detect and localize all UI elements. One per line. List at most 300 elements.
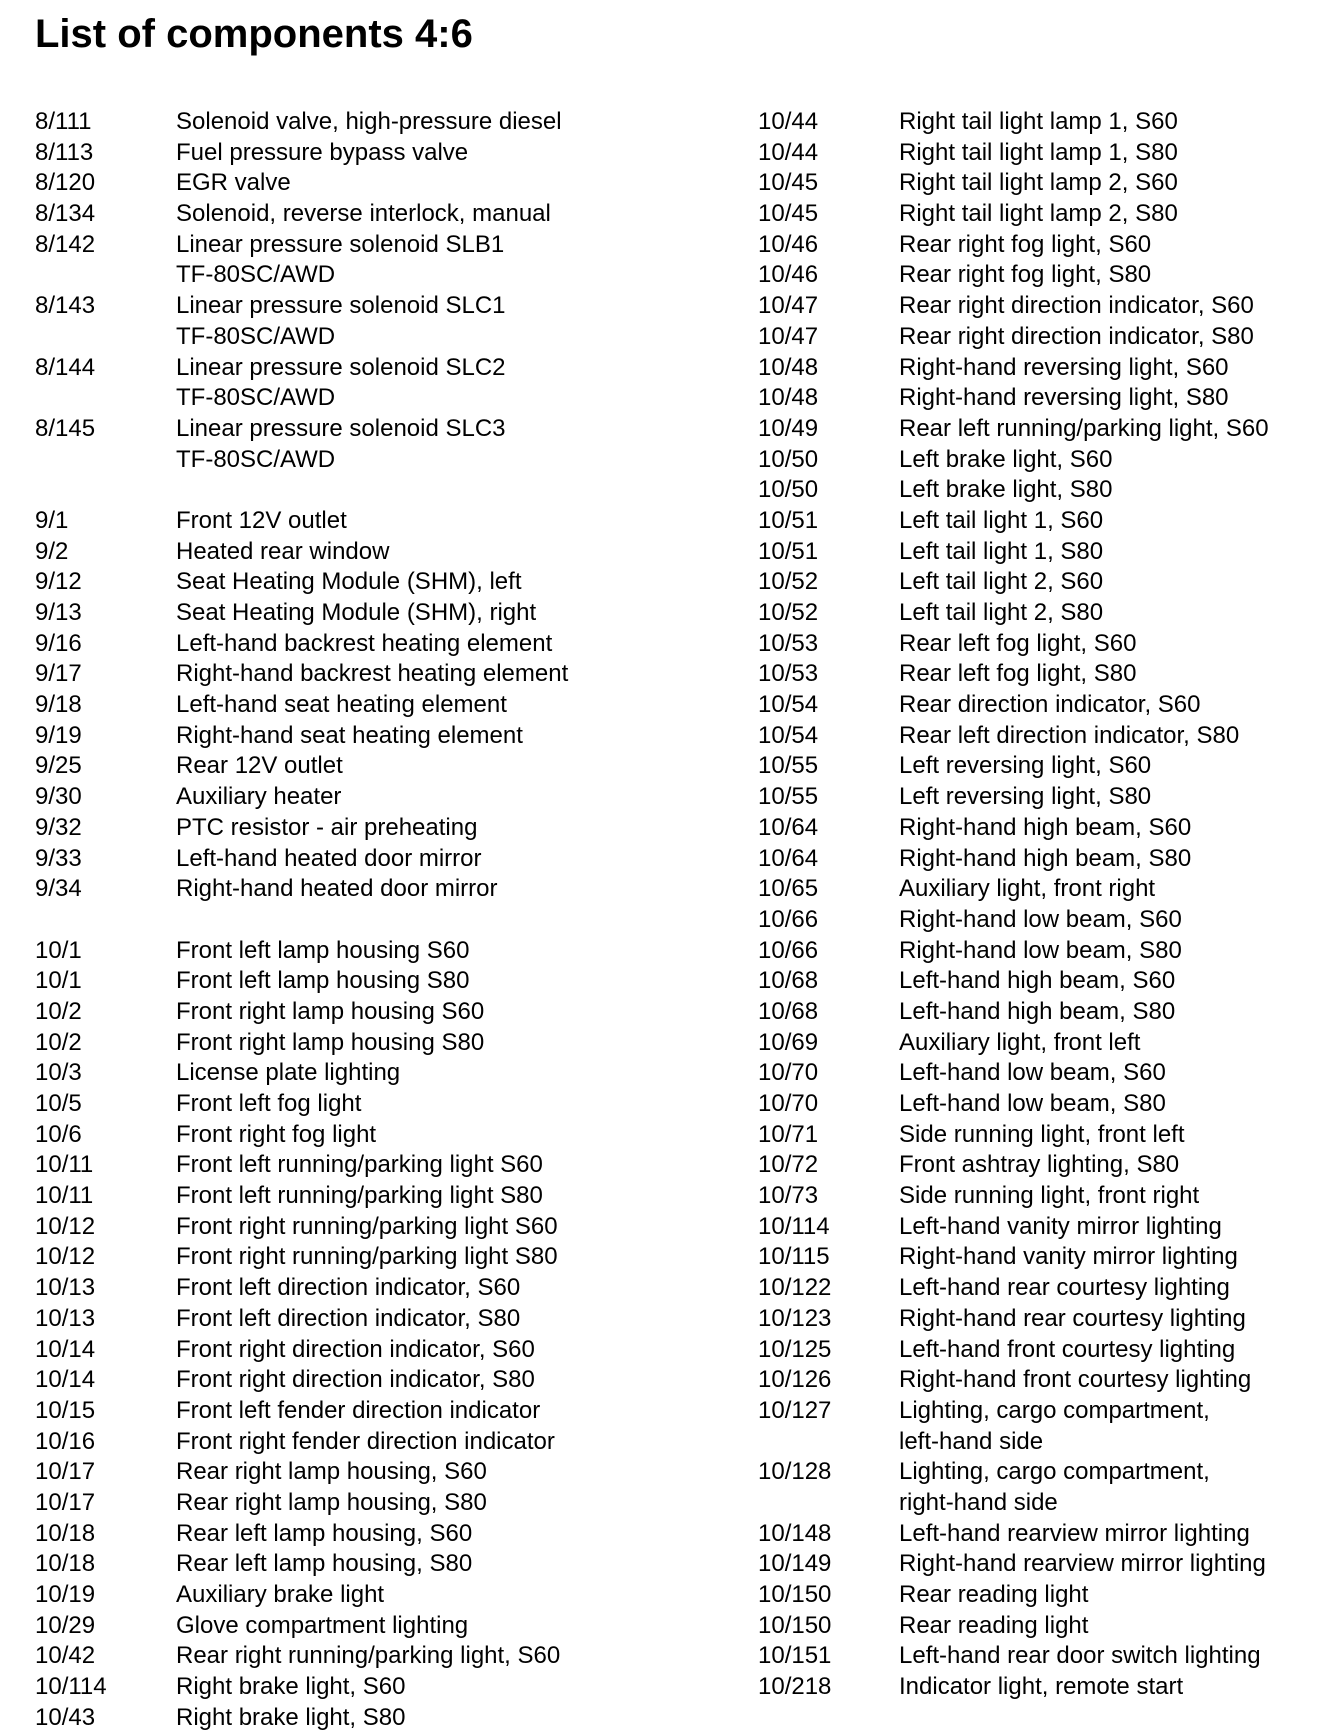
component-row — [758, 1365, 1269, 1396]
component-code: 10/64 — [758, 844, 819, 872]
component-code: 10/16 — [35, 1427, 96, 1455]
component-code: 9/13 — [35, 599, 82, 626]
component-description: Left-hand low beam, S60 — [899, 1059, 1166, 1087]
component-code: 10/123 — [758, 1304, 832, 1332]
component-row — [758, 1273, 1269, 1304]
component-description: Side running light, front left — [899, 1120, 1185, 1148]
component-code: 10/49 — [758, 414, 819, 442]
component-code: 9/18 — [35, 691, 82, 719]
component-code: 10/148 — [758, 1519, 832, 1547]
component-description: Front left lamp housing S60 — [176, 936, 470, 964]
component-description: left-hand side — [899, 1427, 1044, 1455]
component-description: Right tail light lamp 2, S60 — [899, 169, 1178, 197]
component-code: 9/19 — [35, 721, 82, 749]
component-row — [35, 322, 568, 353]
component-description: Front right running/parking light S80 — [176, 1243, 558, 1271]
component-code: 10/126 — [758, 1366, 832, 1394]
component-code: 10/122 — [758, 1274, 832, 1302]
component-code: 10/1 — [35, 967, 82, 995]
component-row — [35, 138, 568, 169]
component-row — [758, 1150, 1269, 1181]
component-description: Front left direction indicator, S60 — [176, 1274, 521, 1302]
component-code: 8/120 — [35, 169, 96, 197]
component-description: Heated rear window — [176, 537, 390, 565]
component-code: 10/12 — [35, 1212, 96, 1240]
component-description: Front 12V outlet — [176, 506, 347, 534]
component-row — [758, 138, 1269, 169]
component-description: Rear left running/parking light, S60 — [899, 414, 1269, 442]
component-row — [35, 936, 568, 967]
component-code: 8/143 — [35, 292, 96, 320]
component-description: Front right lamp housing S60 — [176, 997, 485, 1025]
component-row — [758, 721, 1269, 752]
component-code: 10/115 — [758, 1243, 830, 1271]
component-row — [758, 598, 1269, 629]
component-description: Front right direction indicator, S80 — [176, 1366, 535, 1394]
component-row — [758, 1028, 1269, 1059]
component-row — [758, 1427, 1269, 1458]
component-code: 10/44 — [758, 138, 819, 166]
component-description: Rear left direction indicator, S80 — [899, 721, 1240, 749]
component-description: Front left running/parking light S60 — [176, 1151, 543, 1179]
component-row — [35, 1641, 568, 1672]
component-row — [35, 537, 568, 568]
component-description: Auxiliary light, front right — [899, 875, 1156, 903]
component-description: Right-hand low beam, S80 — [899, 936, 1182, 964]
component-description: Left-hand heated door mirror — [176, 844, 482, 872]
component-description: Front left direction indicator, S80 — [176, 1304, 521, 1332]
component-row — [758, 966, 1269, 997]
component-code: 10/68 — [758, 967, 819, 995]
component-description: Linear pressure solenoid SLB1 — [176, 230, 505, 258]
component-row — [35, 1703, 568, 1734]
component-description: Rear direction indicator, S60 — [899, 691, 1201, 719]
component-row — [758, 844, 1269, 875]
component-description: Right-hand vanity mirror lighting — [899, 1243, 1238, 1271]
component-row — [758, 383, 1269, 414]
component-code: 10/42 — [35, 1642, 96, 1670]
component-description: PTC resistor - air preheating — [176, 813, 478, 841]
component-code: 10/68 — [758, 997, 819, 1025]
component-row — [758, 1672, 1269, 1703]
component-row — [35, 506, 568, 537]
component-row — [758, 1580, 1269, 1611]
component-description: TF-80SC/AWD — [176, 384, 336, 412]
component-row — [35, 844, 568, 875]
component-row — [35, 1396, 568, 1427]
component-code: 10/70 — [758, 1059, 819, 1087]
component-row — [35, 1212, 568, 1243]
component-row — [758, 629, 1269, 660]
component-description: Right-hand high beam, S60 — [899, 813, 1192, 841]
component-code: 10/150 — [758, 1611, 832, 1639]
component-list-right-column — [758, 107, 1269, 1703]
component-code: 10/45 — [758, 169, 819, 197]
component-code: 10/64 — [758, 813, 819, 841]
component-code: 10/45 — [758, 200, 819, 228]
component-description: Left-hand vanity mirror lighting — [899, 1212, 1222, 1240]
component-row — [35, 629, 568, 660]
component-code: 10/151 — [758, 1642, 832, 1670]
component-code: 10/50 — [758, 476, 819, 504]
component-code: 10/114 — [758, 1212, 830, 1240]
component-description: Front right lamp housing S80 — [176, 1028, 485, 1056]
component-row — [758, 353, 1269, 384]
component-description: Linear pressure solenoid SLC3 — [176, 414, 506, 442]
component-code: 10/13 — [35, 1304, 96, 1332]
component-code: 10/69 — [758, 1028, 819, 1056]
component-description: Solenoid, reverse interlock, manual — [176, 200, 551, 228]
component-code: 10/46 — [758, 230, 819, 258]
component-code — [35, 260, 176, 291]
component-row — [35, 1058, 568, 1089]
component-description: Right-hand rear courtesy lighting — [899, 1304, 1246, 1332]
component-description: Left tail light 2, S80 — [899, 599, 1104, 626]
component-description: Rear left lamp housing, S60 — [176, 1519, 473, 1547]
component-description: Left brake light, S60 — [899, 445, 1113, 473]
component-description: TF-80SC/AWD — [176, 261, 336, 289]
component-description: Rear right fog light, S80 — [899, 261, 1152, 289]
component-row — [758, 1335, 1269, 1366]
component-code: 10/13 — [35, 1274, 96, 1302]
component-description: Left-hand low beam, S80 — [899, 1090, 1166, 1117]
component-description: Right-hand front courtesy lighting — [899, 1366, 1252, 1394]
component-code: 10/1 — [35, 936, 82, 964]
component-code — [35, 383, 176, 414]
component-code: 9/33 — [35, 844, 82, 872]
component-description: Right brake light, S80 — [176, 1703, 406, 1731]
component-description: Rear right fog light, S60 — [899, 230, 1152, 258]
component-description: Front right running/parking light S60 — [176, 1212, 558, 1240]
component-description: Right tail light lamp 1, S60 — [899, 108, 1178, 135]
component-code: 8/144 — [35, 353, 96, 381]
component-row — [35, 905, 568, 936]
component-row — [758, 1396, 1269, 1427]
component-code: 10/17 — [35, 1458, 96, 1486]
component-row — [35, 199, 568, 230]
component-list-left-column — [35, 107, 568, 1733]
component-row — [758, 936, 1269, 967]
component-row — [758, 1641, 1269, 1672]
component-code: 10/2 — [35, 997, 82, 1025]
component-description: Left reversing light, S60 — [899, 752, 1152, 780]
component-row — [35, 813, 568, 844]
component-description: Right-hand low beam, S60 — [899, 905, 1182, 933]
component-row — [758, 1212, 1269, 1243]
component-description: Right-hand backrest heating element — [176, 660, 569, 688]
component-description: Right-hand seat heating element — [176, 721, 523, 749]
component-row — [35, 1273, 568, 1304]
component-description: Right tail light lamp 2, S80 — [899, 200, 1178, 228]
component-code: 10/3 — [35, 1059, 82, 1087]
component-row — [758, 107, 1269, 138]
component-row — [35, 874, 568, 905]
component-code: 10/125 — [758, 1335, 832, 1363]
component-description: Rear right lamp housing, S80 — [176, 1488, 487, 1516]
component-description: Solenoid valve, high-pressure diesel — [176, 108, 562, 135]
component-code: 10/48 — [758, 353, 819, 381]
component-code: 9/2 — [35, 537, 69, 565]
component-code: 10/44 — [758, 108, 819, 135]
component-row — [35, 1335, 568, 1366]
component-row — [35, 721, 568, 752]
component-code: 8/142 — [35, 230, 96, 258]
component-row — [758, 1549, 1269, 1580]
component-row — [758, 445, 1269, 476]
component-row — [35, 353, 568, 384]
component-row — [35, 782, 568, 813]
component-description: Seat Heating Module (SHM), left — [176, 568, 522, 596]
component-code: 10/6 — [35, 1120, 82, 1148]
component-code — [35, 322, 176, 353]
component-code: 10/72 — [758, 1151, 819, 1179]
component-row — [758, 782, 1269, 813]
component-code: 10/19 — [35, 1581, 96, 1608]
component-row — [35, 1089, 568, 1120]
component-row — [758, 659, 1269, 690]
component-description: Rear right direction indicator, S60 — [899, 292, 1254, 320]
component-description: Auxiliary heater — [176, 783, 342, 811]
component-code: 9/30 — [35, 783, 82, 811]
component-row — [35, 1304, 568, 1335]
component-row — [758, 813, 1269, 844]
component-code: 8/134 — [35, 200, 96, 228]
component-code: 9/12 — [35, 568, 82, 596]
component-row — [35, 1365, 568, 1396]
component-code: 10/150 — [758, 1581, 832, 1608]
component-code: 10/65 — [758, 875, 819, 903]
component-code: 10/53 — [758, 660, 819, 688]
component-row — [35, 1672, 568, 1703]
component-code: 9/17 — [35, 660, 82, 688]
component-row — [35, 659, 568, 690]
component-row — [758, 751, 1269, 782]
component-row — [758, 1519, 1269, 1550]
component-row — [35, 690, 568, 721]
component-row — [758, 168, 1269, 199]
component-description: Right-hand heated door mirror — [176, 875, 498, 903]
component-row — [758, 567, 1269, 598]
component-description: Right-hand reversing light, S60 — [899, 353, 1229, 381]
component-description: Rear 12V outlet — [176, 752, 343, 780]
component-row — [758, 506, 1269, 537]
component-row — [35, 1150, 568, 1181]
component-code: 9/25 — [35, 752, 82, 780]
component-description: EGR valve — [176, 169, 291, 197]
component-description: Left tail light 2, S60 — [899, 568, 1104, 596]
component-row — [758, 1181, 1269, 1212]
component-row — [35, 1580, 568, 1611]
component-code: 10/48 — [758, 384, 819, 412]
component-description: Rear reading light — [899, 1611, 1089, 1639]
component-code: 10/66 — [758, 905, 819, 933]
component-description: Front ashtray lighting, S80 — [899, 1151, 1180, 1179]
component-row — [35, 966, 568, 997]
component-code — [758, 1488, 899, 1519]
component-row — [35, 260, 568, 291]
component-description: Front left running/parking light S80 — [176, 1182, 543, 1210]
component-code: 8/145 — [35, 414, 96, 442]
component-row — [35, 567, 568, 598]
component-code: 10/5 — [35, 1090, 82, 1117]
component-row — [35, 168, 568, 199]
component-code: 10/18 — [35, 1519, 96, 1547]
component-description: Linear pressure solenoid SLC1 — [176, 292, 506, 320]
component-row — [35, 751, 568, 782]
component-description: Right-hand high beam, S80 — [899, 844, 1192, 872]
component-code: 10/46 — [758, 261, 819, 289]
component-description: Left-hand backrest heating element — [176, 629, 553, 657]
component-row — [758, 1488, 1269, 1519]
component-code: 8/113 — [35, 138, 94, 166]
component-row — [758, 260, 1269, 291]
component-row — [35, 598, 568, 629]
component-description: right-hand side — [899, 1488, 1058, 1516]
component-row — [758, 1120, 1269, 1151]
component-code — [35, 475, 176, 506]
component-code: 10/43 — [35, 1703, 96, 1731]
component-row — [35, 1427, 568, 1458]
component-description: Rear left fog light, S80 — [899, 660, 1137, 688]
component-description: Side running light, front right — [899, 1182, 1200, 1210]
component-description: Front right fender direction indicator — [176, 1427, 555, 1455]
component-code: 9/1 — [35, 506, 69, 534]
page-title: List of components 4:6 — [35, 12, 473, 56]
component-code: 10/2 — [35, 1028, 82, 1056]
component-code — [35, 445, 176, 476]
component-code: 10/17 — [35, 1488, 96, 1516]
component-row — [35, 997, 568, 1028]
component-description: Rear reading light — [899, 1581, 1089, 1608]
component-row — [758, 690, 1269, 721]
component-code: 10/18 — [35, 1550, 96, 1578]
component-code — [35, 905, 176, 936]
component-description: Left-hand rear door switch lighting — [899, 1642, 1261, 1670]
component-code: 10/73 — [758, 1182, 819, 1210]
component-code: 10/66 — [758, 936, 819, 964]
component-code: 9/16 — [35, 629, 82, 657]
component-description: Left-hand high beam, S60 — [899, 967, 1176, 995]
component-code: 10/47 — [758, 322, 819, 350]
component-code: 10/55 — [758, 783, 819, 811]
component-code: 10/54 — [758, 691, 819, 719]
component-code: 10/53 — [758, 629, 819, 657]
component-row — [758, 1457, 1269, 1488]
component-description: Left tail light 1, S60 — [899, 506, 1104, 534]
component-description: Right tail light lamp 1, S80 — [899, 138, 1178, 166]
component-code: 10/11 — [35, 1182, 94, 1210]
component-description: TF-80SC/AWD — [176, 322, 336, 350]
component-description: Fuel pressure bypass valve — [176, 138, 469, 166]
component-row — [35, 1611, 568, 1642]
component-row — [758, 874, 1269, 905]
component-description: Left-hand seat heating element — [176, 691, 507, 719]
component-code: 10/114 — [35, 1673, 107, 1701]
component-code: 10/52 — [758, 568, 819, 596]
component-code: 10/70 — [758, 1090, 819, 1117]
component-description: License plate lighting — [176, 1059, 401, 1087]
component-row — [35, 230, 568, 261]
component-code: 10/51 — [758, 537, 819, 565]
component-description: Rear left fog light, S60 — [899, 629, 1137, 657]
component-code: 10/218 — [758, 1673, 832, 1701]
component-code: 10/149 — [758, 1550, 832, 1578]
component-description: Auxiliary brake light — [176, 1581, 385, 1608]
component-code: 10/51 — [758, 506, 819, 534]
component-description: Front right fog light — [176, 1120, 377, 1148]
component-description: Left tail light 1, S80 — [899, 537, 1104, 565]
component-description: Left-hand rear courtesy lighting — [899, 1274, 1230, 1302]
component-row — [758, 1089, 1269, 1120]
component-row — [758, 1058, 1269, 1089]
component-code: 9/34 — [35, 875, 82, 903]
component-description: Linear pressure solenoid SLC2 — [176, 353, 506, 381]
component-row — [758, 1304, 1269, 1335]
component-row — [758, 905, 1269, 936]
component-description: Rear right lamp housing, S60 — [176, 1458, 487, 1486]
component-code: 10/29 — [35, 1611, 96, 1639]
component-description: Front left lamp housing S80 — [176, 967, 470, 995]
component-code — [758, 1427, 899, 1458]
component-row — [35, 291, 568, 322]
component-code: 8/111 — [35, 108, 92, 135]
component-description: Lighting, cargo compartment, — [899, 1396, 1210, 1424]
component-code: 10/55 — [758, 752, 819, 780]
component-description: Lighting, cargo compartment, — [899, 1458, 1210, 1486]
component-row — [35, 1549, 568, 1580]
component-row — [35, 1242, 568, 1273]
component-row — [35, 445, 568, 476]
component-row — [35, 1120, 568, 1151]
component-code: 9/32 — [35, 813, 82, 841]
component-code: 10/52 — [758, 599, 819, 626]
component-row — [35, 475, 568, 506]
component-description: Auxiliary light, front left — [899, 1028, 1141, 1056]
component-row — [758, 230, 1269, 261]
component-row — [35, 383, 568, 414]
component-row — [758, 199, 1269, 230]
component-row — [35, 1488, 568, 1519]
component-description: Indicator light, remote start — [899, 1673, 1184, 1701]
component-description: Front left fender direction indicator — [176, 1396, 541, 1424]
component-code: 10/15 — [35, 1396, 96, 1424]
component-description: Glove compartment lighting — [176, 1611, 469, 1639]
component-description: Rear right direction indicator, S80 — [899, 322, 1254, 350]
component-row — [35, 1457, 568, 1488]
component-row — [758, 475, 1269, 506]
component-description: Left brake light, S80 — [899, 476, 1113, 504]
component-description: Rear right running/parking light, S60 — [176, 1642, 561, 1670]
component-row — [758, 997, 1269, 1028]
component-row — [35, 107, 568, 138]
component-description: Seat Heating Module (SHM), right — [176, 599, 537, 626]
component-code: 10/127 — [758, 1396, 832, 1424]
component-description: Front left fog light — [176, 1090, 362, 1117]
component-row — [758, 322, 1269, 353]
component-code: 10/14 — [35, 1366, 96, 1394]
component-row — [758, 414, 1269, 445]
component-description: TF-80SC/AWD — [176, 445, 336, 473]
component-description: Left-hand rearview mirror lighting — [899, 1519, 1250, 1547]
component-code: 10/128 — [758, 1458, 832, 1486]
component-code: 10/71 — [758, 1120, 819, 1148]
component-code: 10/14 — [35, 1335, 96, 1363]
component-description: Left-hand high beam, S80 — [899, 997, 1176, 1025]
component-description: Right-hand rearview mirror lighting — [899, 1550, 1266, 1578]
component-row — [35, 1028, 568, 1059]
component-code: 10/47 — [758, 292, 819, 320]
component-row — [758, 291, 1269, 322]
